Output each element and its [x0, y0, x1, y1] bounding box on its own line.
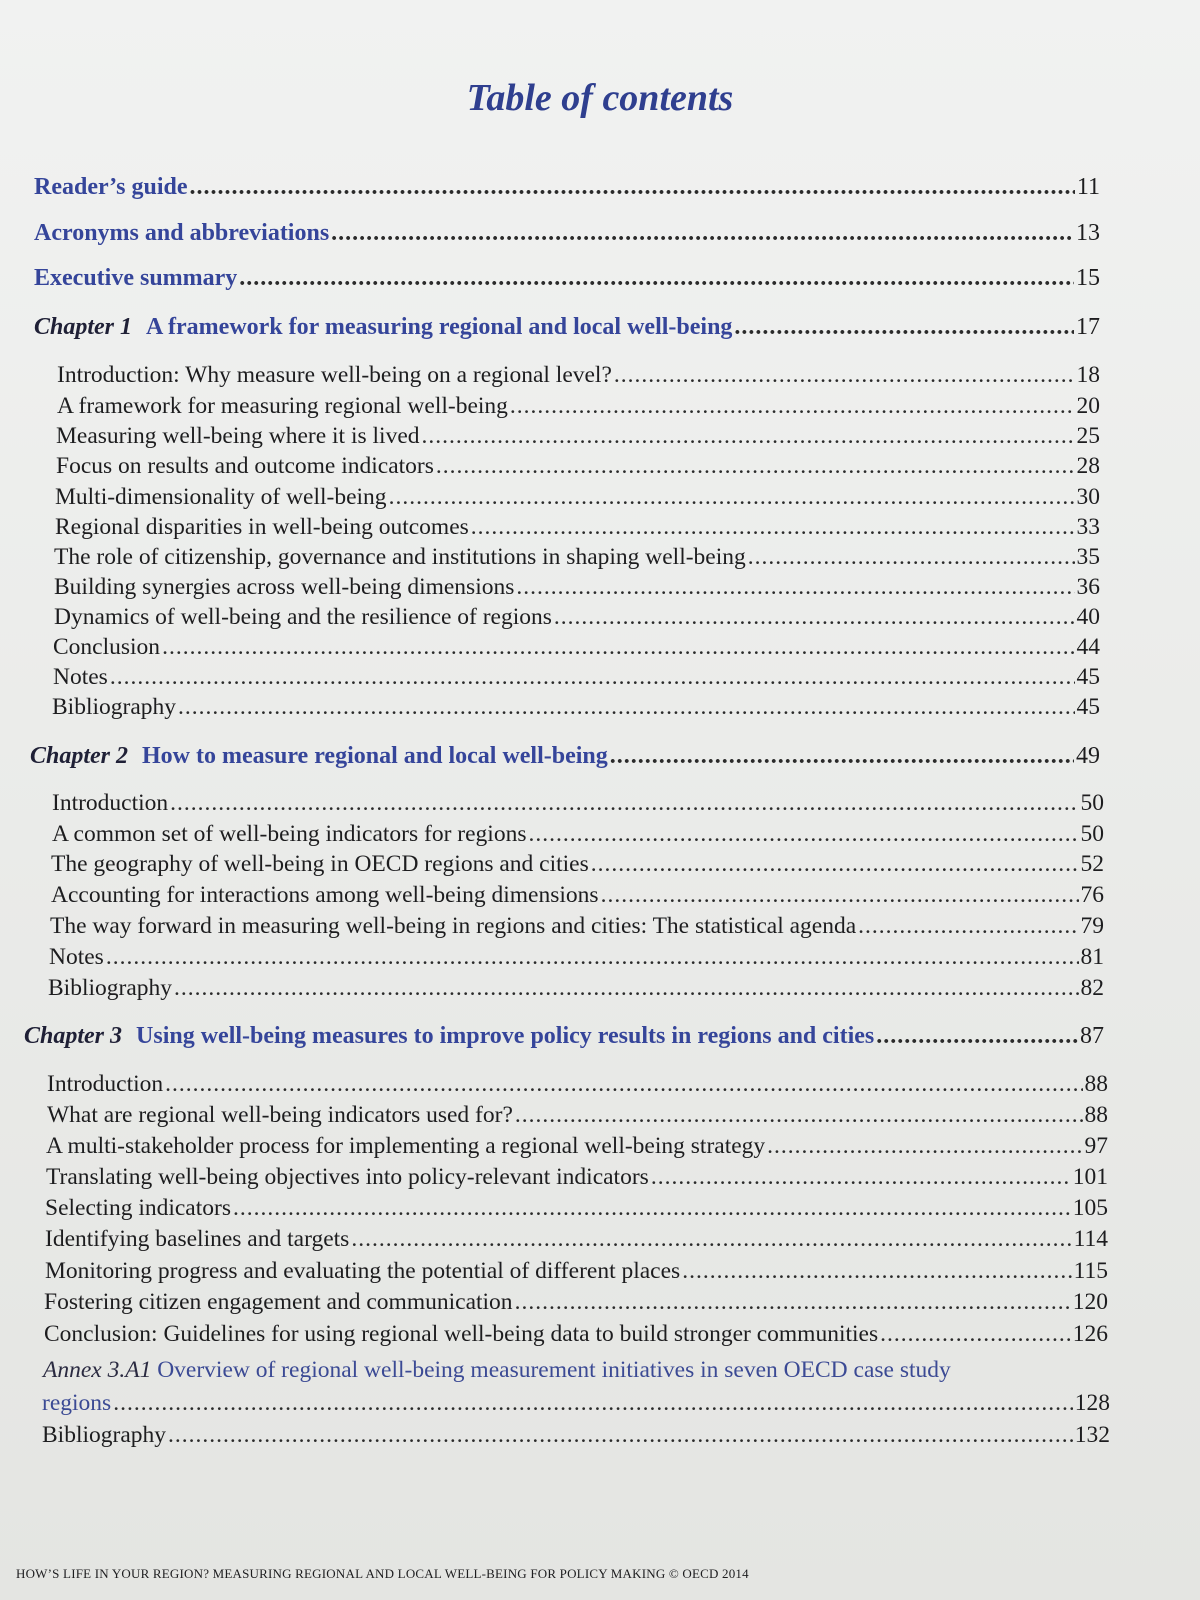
toc-page-number: 101 [1072, 1164, 1108, 1190]
dot-leader [734, 314, 1074, 341]
toc-section-label: A multi-stakeholder process for implementing a regional well-being strategy [46, 1133, 766, 1159]
dot-leader [601, 882, 1079, 909]
dot-leader [876, 1023, 1078, 1050]
dot-leader [106, 944, 1079, 971]
toc-page-number: 120 [1072, 1289, 1108, 1315]
toc-chapter-3[interactable] [24, 1023, 1104, 1050]
toc-section[interactable] [52, 790, 1104, 817]
toc-page-number: 82 [1080, 975, 1104, 1001]
toc-entry-label: Reader’s guide [34, 174, 188, 200]
toc-section[interactable] [51, 851, 1104, 878]
toc-entry-label: Acronyms and abbreviations [34, 220, 330, 246]
toc-section[interactable] [49, 944, 1104, 971]
toc-page-number: 44 [1076, 634, 1100, 660]
toc-section[interactable] [45, 1195, 1108, 1222]
toc-page-number: 28 [1076, 453, 1100, 479]
toc-section[interactable] [44, 1321, 1108, 1348]
dot-leader [515, 1289, 1071, 1316]
toc-section-label: Bibliography [52, 694, 177, 720]
dot-leader [113, 1390, 1073, 1417]
toc-page-number: 79 [1080, 913, 1104, 939]
dot-leader [233, 1195, 1071, 1222]
toc-page-number: 45 [1076, 664, 1100, 690]
toc-page-number: 13 [1076, 220, 1100, 246]
toc-section-label: Notes [53, 664, 108, 690]
toc-entry-readers-guide[interactable] [34, 174, 1100, 201]
toc-page-number: 18 [1076, 362, 1100, 388]
dot-leader [165, 1071, 1082, 1098]
chapter-title: How to measure regional and local well-being [142, 743, 608, 769]
toc-page-number: 45 [1076, 694, 1100, 720]
dot-leader [591, 851, 1079, 878]
dot-leader [554, 604, 1075, 631]
toc-section[interactable] [42, 1422, 1110, 1449]
toc-section[interactable] [52, 694, 1100, 721]
toc-section[interactable] [51, 882, 1104, 909]
toc-page-number: 126 [1072, 1321, 1108, 1347]
toc-section-label: Measuring well-being where it is lived [56, 423, 420, 449]
toc-section[interactable] [48, 975, 1104, 1002]
toc-section[interactable] [54, 604, 1100, 631]
toc-section-label: Fostering citizen engagement and communication [44, 1289, 513, 1315]
toc-section-label: Monitoring progress and evaluating the potential of different places [45, 1258, 681, 1284]
toc-page-number: 114 [1073, 1226, 1108, 1252]
toc-section[interactable] [45, 1258, 1108, 1285]
toc-entry-executive-summary[interactable] [34, 265, 1100, 292]
dot-leader [162, 634, 1074, 661]
toc-section-label: Introduction [47, 1071, 164, 1097]
annex-number: Annex 3.A1 [43, 1357, 152, 1383]
dot-leader [880, 1321, 1071, 1348]
toc-section[interactable] [54, 574, 1100, 601]
toc-section[interactable] [47, 1071, 1108, 1098]
toc-section-label: Introduction: Why measure well-being on a regional level? [57, 362, 612, 388]
toc-section[interactable] [44, 1289, 1108, 1316]
toc-section[interactable] [53, 634, 1100, 661]
toc-section[interactable] [50, 913, 1104, 940]
dot-leader [239, 265, 1074, 292]
dot-leader [190, 174, 1075, 201]
toc-annex-title[interactable] [43, 1357, 951, 1384]
toc-section[interactable] [54, 544, 1100, 571]
toc-section-label: A framework for measuring regional well-being [57, 393, 508, 419]
page-footer: HOW’S LIFE IN YOUR REGION? MEASURING REGIONAL AND LOCAL WELL-BEING FOR POLICY MAKING © OECD 2014 [16, 1566, 749, 1581]
toc-section[interactable] [53, 664, 1100, 691]
toc-page-number: 105 [1072, 1195, 1108, 1221]
dot-leader [614, 362, 1075, 389]
toc-page-number: 49 [1076, 743, 1100, 769]
toc-section-label: The geography of well-being in OECD regions and cities [51, 851, 589, 877]
chapter-heading [24, 1023, 874, 1050]
toc-page-number: 20 [1076, 393, 1100, 419]
toc-entry-label: Executive summary [34, 265, 238, 291]
toc-page-number: 33 [1076, 514, 1100, 540]
toc-section[interactable] [56, 453, 1100, 480]
dot-leader [436, 453, 1075, 480]
toc-page-number: 81 [1080, 944, 1104, 970]
toc-section-label: Bibliography [48, 975, 173, 1001]
toc-page-number: 76 [1080, 882, 1104, 908]
dot-leader [422, 423, 1075, 450]
toc-entry-acronyms[interactable] [34, 220, 1100, 247]
dot-leader [170, 790, 1078, 817]
dot-leader [168, 1422, 1073, 1449]
toc-section[interactable] [55, 514, 1100, 541]
toc-section[interactable] [55, 484, 1100, 511]
toc-section-label: Multi-dimensionality of well-being [55, 484, 387, 510]
dot-leader [331, 220, 1074, 247]
toc-page-number: 50 [1080, 790, 1104, 816]
toc-page-number: 40 [1076, 604, 1100, 630]
toc-chapter-2[interactable] [30, 743, 1100, 770]
toc-page-number: 25 [1076, 423, 1100, 449]
dot-leader [516, 574, 1074, 601]
dot-leader [389, 484, 1075, 511]
toc-page-number: 35 [1076, 544, 1100, 570]
toc-page-number: 87 [1080, 1023, 1104, 1049]
dot-leader [748, 544, 1075, 571]
toc-section-label: Conclusion [53, 634, 161, 660]
toc-section[interactable] [57, 393, 1100, 420]
dot-leader [174, 975, 1078, 1002]
toc-page-number: 88 [1084, 1071, 1108, 1097]
dot-leader [610, 743, 1074, 770]
toc-section-label: A common set of well-being indicators for regions [52, 821, 527, 847]
toc-section-label: What are regional well-being indicators used for? [47, 1102, 513, 1128]
toc-annex-continuation[interactable] [42, 1390, 1110, 1417]
dot-leader [682, 1258, 1071, 1285]
dot-leader [767, 1133, 1082, 1160]
toc-page-number: 36 [1076, 574, 1100, 600]
toc-section[interactable] [47, 1102, 1108, 1129]
toc-page-number: 11 [1076, 174, 1100, 200]
toc-page-number: 15 [1076, 265, 1100, 291]
toc-section[interactable] [57, 362, 1100, 389]
toc-section-label: Dynamics of well-being and the resilience of regions [54, 604, 552, 630]
chapter-number: Chapter 1 [34, 314, 133, 340]
toc-section-label: The way forward in measuring well-being in regions and cities: The statistical agenda [50, 913, 857, 939]
dot-leader [858, 913, 1078, 940]
toc-section-label: Notes [49, 944, 104, 970]
toc-section-label: Accounting for interactions among well-being dimensions [51, 882, 599, 908]
dot-leader [471, 514, 1075, 541]
toc-section-label: Translating well-being objectives into policy-relevant indicators [46, 1164, 649, 1190]
toc-page-number: 88 [1084, 1102, 1108, 1128]
toc-section-label: Bibliography [42, 1422, 167, 1448]
toc-section-label: Building synergies across well-being dimensions [54, 574, 515, 600]
dot-leader [528, 821, 1078, 848]
dot-leader [515, 1102, 1083, 1129]
toc-section[interactable] [46, 1164, 1108, 1191]
page-title: Table of contents [466, 77, 734, 119]
toc-section-label: The role of citizenship, governance and institutions in shaping well-being [54, 544, 746, 570]
toc-section-label: Identifying baselines and targets [45, 1226, 350, 1252]
annex-title-line2: regions [42, 1390, 112, 1416]
toc-page-number: 132 [1074, 1422, 1110, 1448]
annex-title-line1: Overview of regional well-being measurement initiatives in seven OECD case study [157, 1357, 951, 1383]
toc-page-number: 17 [1076, 314, 1100, 340]
toc-section-label: Focus on results and outcome indicators [56, 453, 434, 479]
dot-leader [110, 664, 1075, 691]
chapter-title: Using well-being measures to improve policy results in regions and cities [136, 1023, 875, 1049]
dot-leader [651, 1164, 1071, 1191]
toc-section[interactable] [52, 821, 1104, 848]
chapter-heading [30, 743, 608, 770]
chapter-number: Chapter 2 [30, 743, 129, 769]
toc-page-number: 128 [1074, 1390, 1110, 1416]
dot-leader [510, 393, 1075, 420]
toc-section-label: Conclusion: Guidelines for using regional well-being data to build stronger communities [44, 1321, 879, 1347]
toc-section-label: Introduction [52, 790, 169, 816]
dot-leader [178, 694, 1074, 721]
toc-chapter-1[interactable] [34, 314, 1100, 341]
toc-section[interactable] [46, 1133, 1108, 1160]
toc-section-label: Selecting indicators [45, 1195, 231, 1221]
chapter-title: A framework for measuring regional and local well-being [146, 314, 733, 340]
dot-leader [351, 1226, 1071, 1253]
toc-page-number: 30 [1076, 484, 1100, 510]
toc-page-number: 52 [1080, 851, 1104, 877]
toc-page-number: 97 [1084, 1133, 1108, 1159]
toc-section[interactable] [56, 423, 1100, 450]
toc-section-label: Regional disparities in well-being outcomes [55, 514, 469, 540]
toc-page-number: 115 [1073, 1258, 1108, 1284]
toc-section[interactable] [45, 1226, 1108, 1253]
chapter-heading [34, 314, 732, 341]
toc-page-number: 50 [1080, 821, 1104, 847]
chapter-number: Chapter 3 [24, 1023, 123, 1049]
